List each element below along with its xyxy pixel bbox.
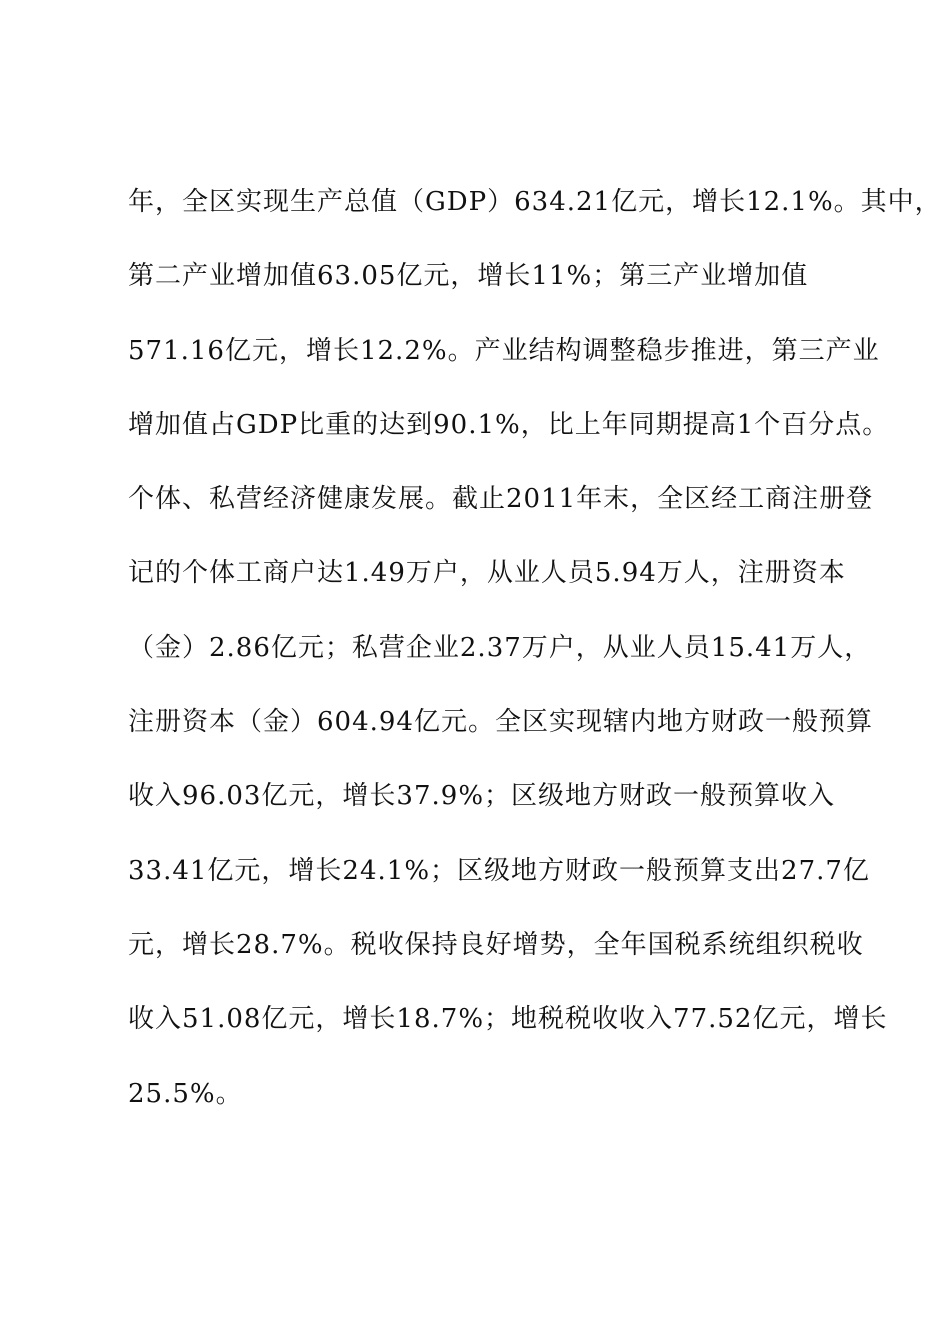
text-line: 收入51.08亿元，增长18.7%；地税税收收入77.52亿元，增长 — [128, 1004, 888, 1035]
text-line: 个体、私营经济健康发展。截止2011年末，全区经工商注册登 — [128, 484, 874, 515]
text-line: 年，全区实现生产总值（GDP）634.21亿元，增长12.1%。其中， — [128, 187, 942, 217]
body-text — [128, 182, 942, 1148]
text-line: 第二产业增加值63.05亿元，增长11%；第三产业增加值 — [128, 261, 809, 292]
text-line: 33.41亿元，增长24.1%；区级地方财政一般预算支出27.7亿 — [128, 855, 870, 886]
text-line: （金）2.86亿元；私营企业2.37万户，从业人员15.41万人， — [128, 632, 872, 663]
text-line: 收入96.03亿元，增长37.9%；区级地方财政一般预算收入 — [128, 781, 836, 812]
text-line: 571.16亿元，增长12.2%。产业结构调整稳步推进，第三产业 — [128, 335, 880, 366]
text-line: 注册资本（金）604.94亿元。全区实现辖内地方财政一般预算 — [128, 707, 873, 738]
text-line: 25.5%。 — [128, 1078, 243, 1109]
text-line: 记的个体工商户达1.49万户，从业人员5.94万人，注册资本 — [128, 558, 846, 589]
text-line: 增加值占GDP比重的达到90.1%，比上年同期提高1个百分点。 — [128, 409, 890, 440]
text-line: 元，增长28.7%。税收保持良好增势，全年国税系统组织税收 — [128, 929, 864, 960]
